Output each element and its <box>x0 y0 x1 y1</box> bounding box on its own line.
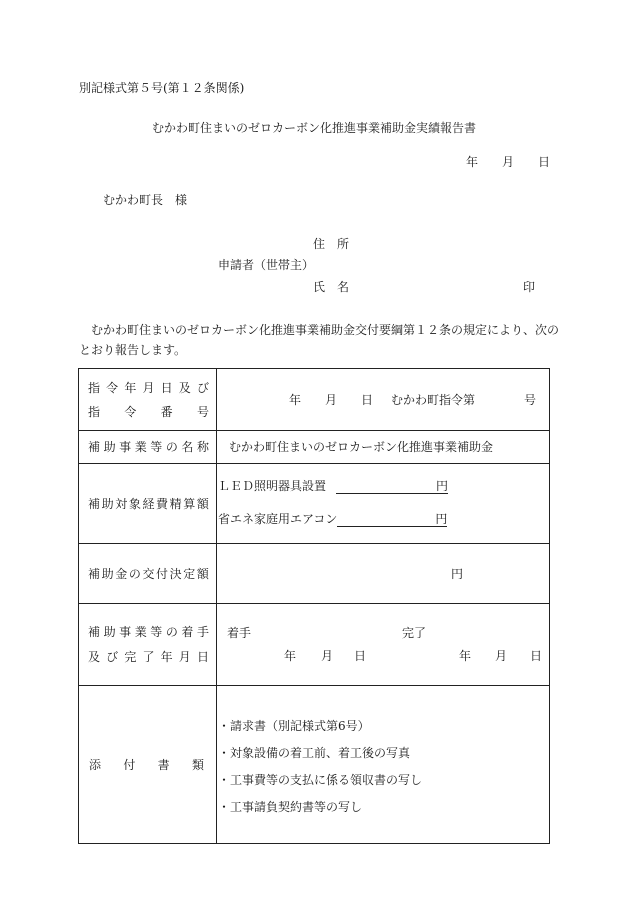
label-char: 月 <box>178 650 191 664</box>
date-day-label: 日 <box>538 155 551 169</box>
start-label: 着手 <box>227 626 252 640</box>
aircon-item-label: 省エネ家庭用エアコン <box>218 512 338 526</box>
label-char: 指 <box>88 380 101 395</box>
name-label-2: 名 <box>337 280 350 294</box>
label-char: 称 <box>196 440 209 454</box>
label-char: 算 <box>183 496 196 511</box>
label-char: 等 <box>150 440 163 454</box>
document-title: むかわ町住まいのゼロカーボン化推進事業補助金実績報告書 <box>152 121 477 135</box>
table-row-directive <box>79 369 550 431</box>
directive-year-label: 年 <box>289 393 302 407</box>
grant-amount-value <box>217 544 550 604</box>
label-char: び <box>106 650 119 664</box>
form-number: 別記様式第５号(第１２条関係) <box>79 81 245 95</box>
label-char: 象 <box>128 496 141 511</box>
label-char: 補 <box>88 625 101 639</box>
label-char: 指 <box>88 404 101 419</box>
start-day-label: 日 <box>354 649 367 663</box>
label-char: 付 <box>123 757 136 772</box>
grant-yen-label: 円 <box>451 567 464 581</box>
directive-value <box>217 369 550 431</box>
attachments-label <box>79 686 217 844</box>
label-char: 助 <box>103 440 116 454</box>
end-day-label: 日 <box>530 649 543 663</box>
label-char: 交 <box>142 566 155 581</box>
led-yen-label: 円 <box>432 479 448 494</box>
period-value <box>217 604 550 686</box>
label-char: 名 <box>181 440 194 454</box>
end-label: 完了 <box>402 626 427 640</box>
attachments-list <box>217 686 550 844</box>
led-cost-line <box>218 479 448 494</box>
led-amount-blank <box>336 479 432 494</box>
label-char: 額 <box>196 566 209 581</box>
label-char: 及 <box>88 650 101 664</box>
body-text-line-1: むかわ町住まいのゼロカーボン化推進事業補助金交付要綱第１２条の規定により、次の <box>91 323 560 337</box>
directive-label-line-1 <box>79 381 216 395</box>
project-name-label <box>79 431 217 464</box>
label-char: 事 <box>119 440 132 454</box>
label-char: 手 <box>196 625 209 639</box>
name-label-1: 氏 <box>313 280 326 294</box>
directive-label <box>79 369 217 431</box>
label-char: 日 <box>196 650 209 664</box>
seal-mark: 印 <box>523 280 536 294</box>
table-row-project-name <box>79 431 550 464</box>
report-table <box>78 368 550 844</box>
body-text-line-2: とおり報告します。 <box>79 343 187 357</box>
label-char: 精 <box>169 496 182 511</box>
label-char: 及 <box>178 380 191 395</box>
table-row-attachments <box>79 686 550 844</box>
directive-number-suffix: 号 <box>524 393 537 407</box>
date-year-label: 年 <box>466 155 479 169</box>
project-name-text: むかわ町住まいのゼロカーボン化推進事業補助金 <box>229 440 494 454</box>
aircon-cost-line <box>218 512 447 527</box>
applicant-role: 申請者（世帯主） <box>218 258 315 272</box>
table-row-period <box>79 604 550 686</box>
directive-label-line-2 <box>79 405 216 419</box>
date-month-label: 月 <box>502 155 515 169</box>
attachment-item: ・対象設備の着工前、着工後の写真 <box>218 746 411 760</box>
directive-day-label: 日 <box>361 393 374 407</box>
label-char: び <box>196 380 209 395</box>
label-char: 業 <box>134 440 147 454</box>
label-char: 年 <box>124 380 137 395</box>
label-char: 付 <box>156 566 169 581</box>
period-label-line-2 <box>79 650 216 664</box>
directive-number-prefix: むかわ町指令第 <box>391 393 476 407</box>
aircon-yen-label: 円 <box>431 512 447 527</box>
label-char: 着 <box>181 625 194 639</box>
label-char: の <box>165 440 178 454</box>
end-month-label: 月 <box>495 649 508 663</box>
table-row-grant-amount <box>79 544 550 604</box>
label-char: 経 <box>142 496 155 511</box>
label-char: 事 <box>119 625 132 639</box>
label-char: 金 <box>115 566 128 581</box>
project-name-value <box>217 431 550 464</box>
period-label-line-1 <box>79 625 216 639</box>
label-char: 書 <box>157 757 170 772</box>
label-char: 助 <box>101 566 114 581</box>
end-year-label: 年 <box>459 649 472 663</box>
label-char: 補 <box>88 566 101 581</box>
label-char: 費 <box>156 496 169 511</box>
attachment-item: ・請求書（別記様式第6号） <box>218 719 370 733</box>
label-char: 決 <box>169 566 182 581</box>
label-char: 等 <box>150 625 163 639</box>
label-char: 助 <box>101 496 114 511</box>
label-char: 対 <box>115 496 128 511</box>
label-char: 類 <box>191 757 204 772</box>
label-char: 額 <box>196 496 209 511</box>
label-char: 号 <box>196 404 209 419</box>
grant-amount-label <box>79 544 217 604</box>
label-char: 了 <box>142 650 155 664</box>
label-char: 補 <box>88 496 101 511</box>
label-char: 日 <box>160 380 173 395</box>
led-item-label: ＬＥＤ照明器具設置 <box>218 479 327 493</box>
label-char: 助 <box>103 625 116 639</box>
label-char: の <box>128 566 141 581</box>
start-month-label: 月 <box>321 649 334 663</box>
eligible-cost-label <box>79 464 217 544</box>
label-char: 令 <box>124 404 137 419</box>
label-char: 業 <box>134 625 147 639</box>
label-char: 定 <box>183 566 196 581</box>
attachment-item: ・工事請負契約書等の写し <box>218 800 363 814</box>
address-label-2: 所 <box>337 237 350 251</box>
label-char: 月 <box>142 380 155 395</box>
aircon-amount-blank <box>337 512 431 527</box>
attachment-item: ・工事費等の支払に係る領収書の写し <box>218 773 423 787</box>
addressee: むかわ町長 様 <box>103 193 188 207</box>
label-char: の <box>165 625 178 639</box>
label-char: 完 <box>124 650 137 664</box>
address-label-1: 住 <box>313 237 326 251</box>
label-char: 年 <box>160 650 173 664</box>
label-char: 添 <box>89 757 102 772</box>
eligible-cost-value <box>217 464 550 544</box>
period-label <box>79 604 217 686</box>
start-year-label: 年 <box>284 649 297 663</box>
label-char: 補 <box>88 440 101 454</box>
directive-month-label: 月 <box>325 393 338 407</box>
table-row-eligible-cost <box>79 464 550 544</box>
label-char: 令 <box>106 380 119 395</box>
label-char: 番 <box>160 404 173 419</box>
